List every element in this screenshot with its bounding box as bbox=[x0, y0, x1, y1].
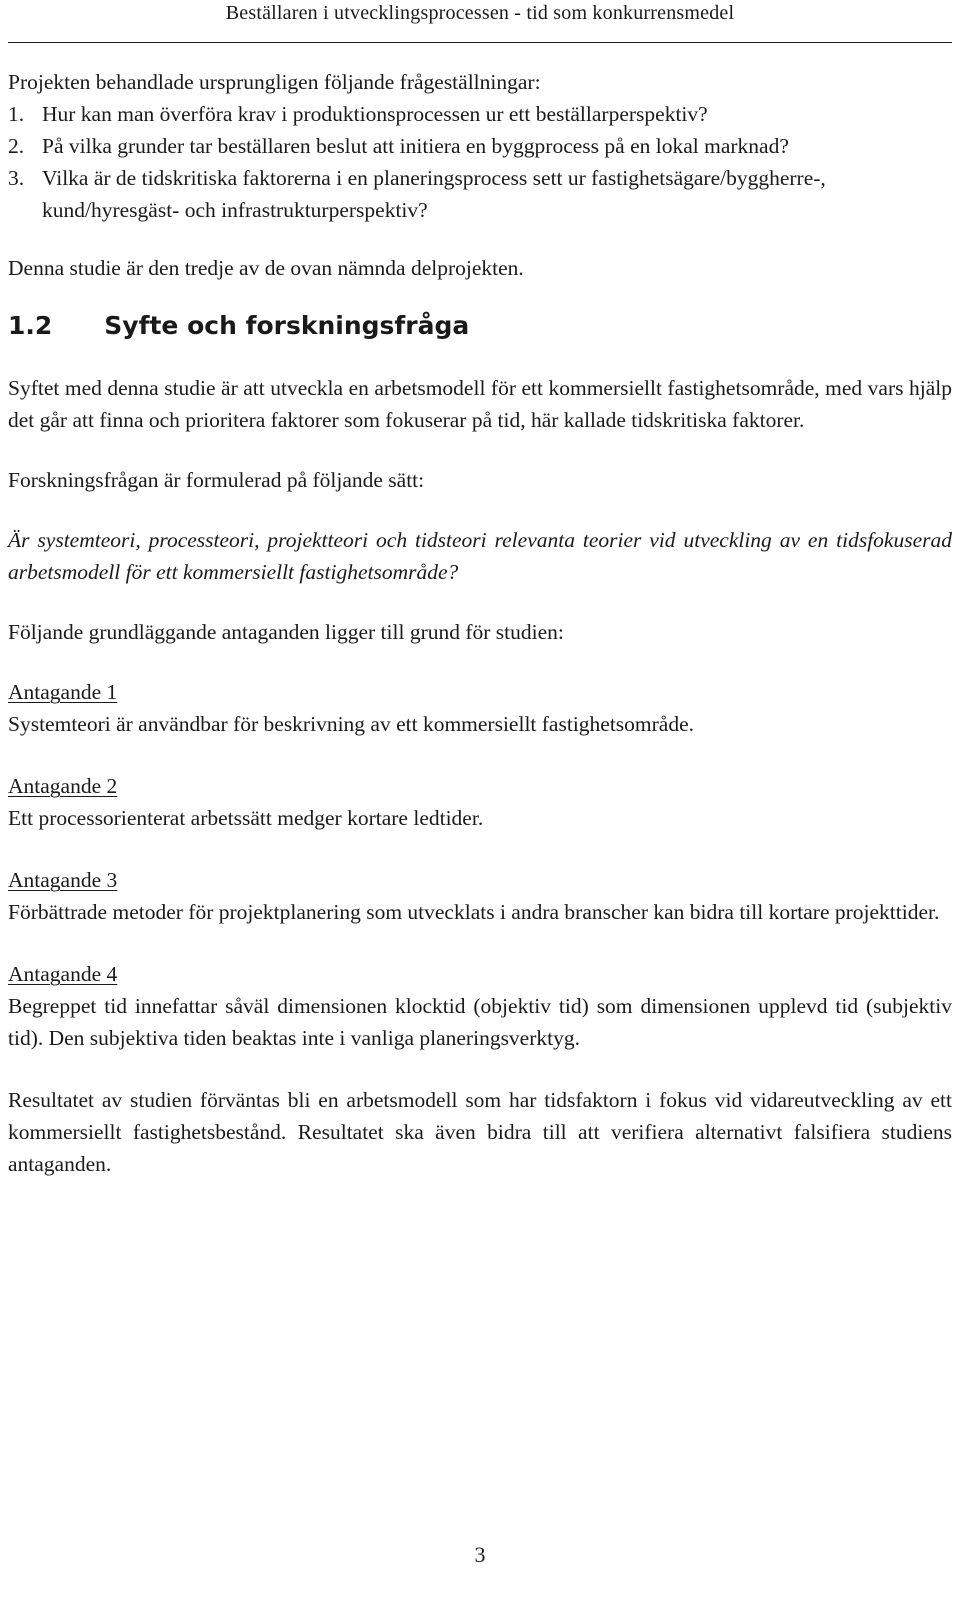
purpose-paragraph: Syftet med denna studie är att utveckla en arbetsmodell för ett kommersiellt fastighetsområde, med vars hjälp det går att finna och prioritera faktorer som fokuserar på tid, här kallade tidskritiska faktorer. bbox=[8, 376, 952, 432]
section-title: Syfte och forskningsfråga bbox=[104, 311, 470, 340]
list-item-number: 3. bbox=[8, 166, 25, 190]
assumption-block bbox=[8, 864, 952, 928]
assumption-block bbox=[8, 770, 952, 834]
page-number: 3 bbox=[474, 1542, 486, 1567]
list-item bbox=[8, 98, 952, 130]
list-item bbox=[8, 130, 952, 162]
assumption-title: Antagande 3 bbox=[8, 868, 118, 892]
list-item-text: Vilka är de tidskritiska faktorerna i en planeringsprocess sett ur fastighetsägare/byggherre-, kund/hyresgäst- och infrastrukturperspektiv? bbox=[42, 166, 826, 222]
result-paragraph: Resultatet av studien förväntas bli en arbetsmodell som har tidsfaktorn i fokus vid vidareutveckling av ett kommersiellt fastighetsbestånd. Resultatet ska även bidra till att verifiera alternativt falsifiera studiens antaganden. bbox=[8, 1088, 952, 1176]
assumption-block bbox=[8, 676, 952, 740]
list-item-text: På vilka grunder tar beställaren beslut att initiera en byggprocess på en lokal marknad? bbox=[42, 134, 789, 158]
intro-lead: Projekten behandlade ursprungligen följande frågeställningar: bbox=[8, 70, 541, 94]
question-list bbox=[8, 98, 952, 226]
list-item-number: 2. bbox=[8, 134, 25, 158]
list-item-number: 1. bbox=[8, 102, 25, 126]
research-question: Är systemteori, processteori, projektteori och tidsteori relevanta teorier vid utveckling av en tidsfokuserad arbetsmodell för ett kommersiellt fastighetsområde? bbox=[8, 528, 952, 584]
header-rule bbox=[8, 42, 952, 43]
section-heading bbox=[8, 310, 952, 342]
assumption-title: Antagande 1 bbox=[8, 680, 118, 704]
running-header: Beställaren i utvecklingsprocessen - tid som konkurrensmedel bbox=[225, 2, 735, 24]
page-body bbox=[8, 66, 952, 1180]
research-question-lead: Forskningsfrågan är formulerad på följande sätt: bbox=[8, 468, 425, 492]
assumptions-lead: Följande grundläggande antaganden ligger till grund för studien: bbox=[8, 620, 564, 644]
intro-closing: Denna studie är den tredje av de ovan nämnda delprojekten. bbox=[8, 256, 524, 280]
list-item-text: Hur kan man överföra krav i produktionsprocessen ur ett beställarperspektiv? bbox=[42, 102, 708, 126]
assumption-block bbox=[8, 958, 952, 1054]
assumption-text: Systemteori är användbar för beskrivning av ett kommersiellt fastighetsområde. bbox=[8, 712, 695, 736]
assumption-text: Begreppet tid innefattar såväl dimensionen klocktid (objektiv tid) som dimensionen upplevd tid (subjektiv tid). Den subjektiva tiden beaktas inte i vanliga planeringsverktyg. bbox=[8, 994, 952, 1050]
assumption-text: Förbättrade metoder för projektplanering som utvecklats i andra branscher kan bidra till kortare projekttider. bbox=[8, 900, 940, 924]
list-item bbox=[8, 162, 952, 226]
assumption-title: Antagande 4 bbox=[8, 962, 118, 986]
assumption-text: Ett processorienterat arbetssätt medger kortare ledtider. bbox=[8, 806, 484, 830]
assumption-title: Antagande 2 bbox=[8, 774, 118, 798]
section-number: 1.2 bbox=[8, 311, 53, 340]
